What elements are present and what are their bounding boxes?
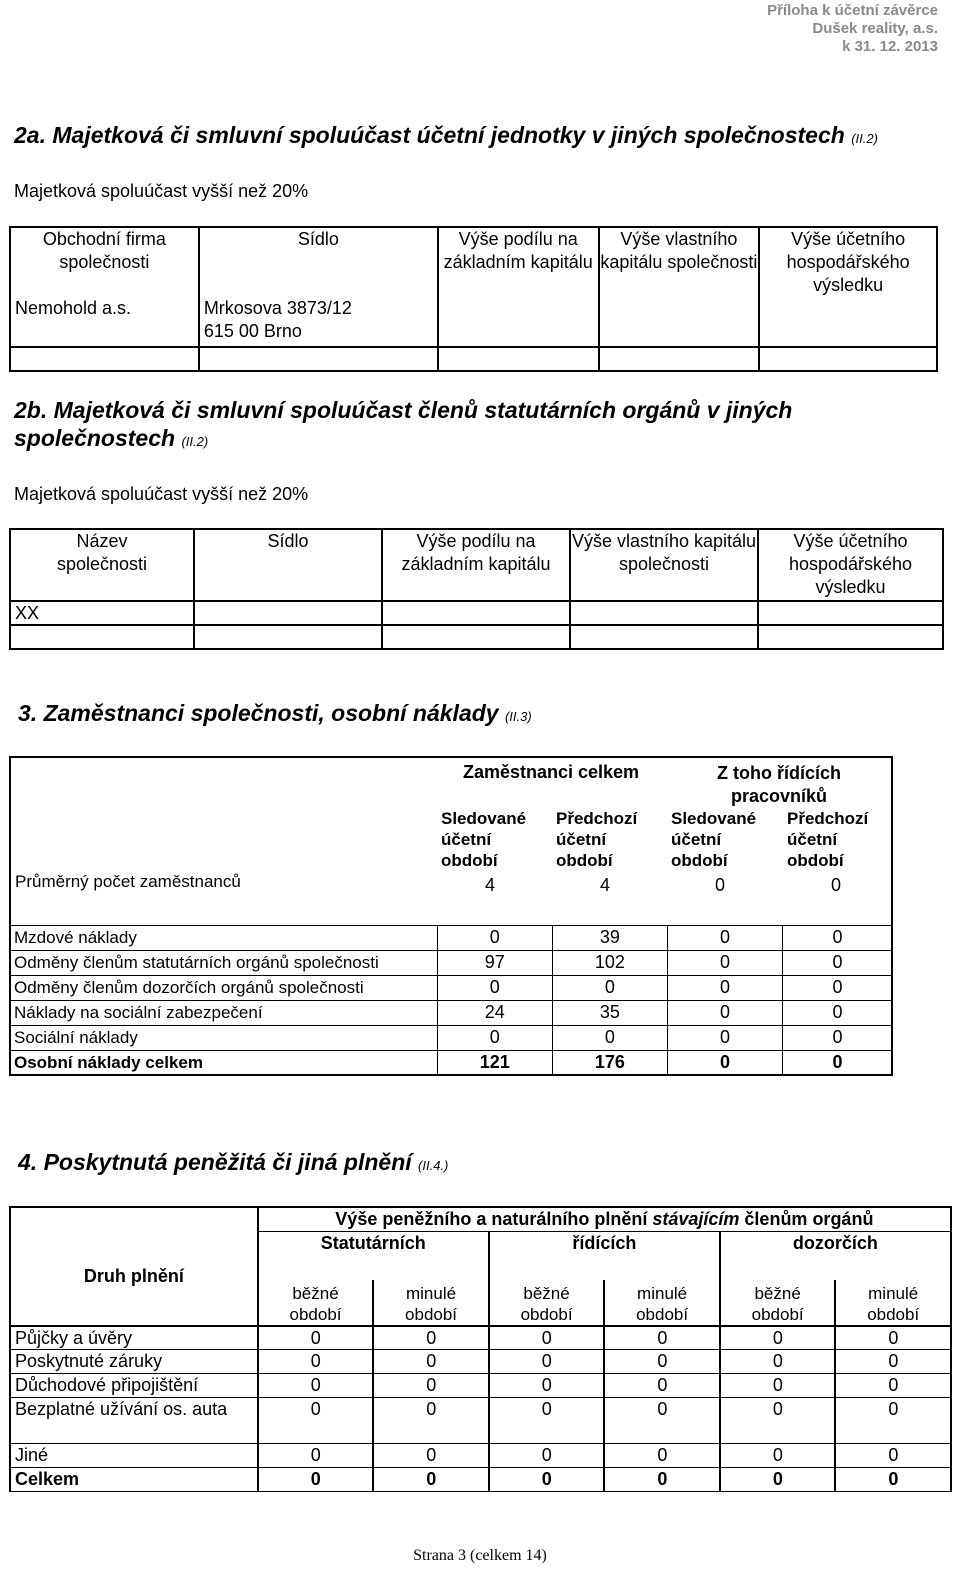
col-header: Výše účetního hospodářského výsledku <box>759 227 937 347</box>
section-2a-title-text: 2a. Majetková či smluvní spoluúčast účetní jednotky v jiných společnostech <box>14 122 845 148</box>
row-value: 0 <box>782 1001 892 1026</box>
period-previous <box>835 1280 951 1326</box>
section-3-title <box>18 699 532 731</box>
row-value: 0 <box>782 926 892 951</box>
col-header: Název společnosti <box>56 531 148 574</box>
row-value: 121 <box>437 1051 552 1076</box>
table-row <box>10 1374 951 1398</box>
header-line-1: Příloha k účetní závěrce <box>767 2 938 19</box>
row-value: 0 <box>489 1468 605 1492</box>
period-word-2: období <box>405 1304 458 1324</box>
row-value: 0 <box>604 1444 720 1468</box>
row-value: 35 <box>552 1001 667 1026</box>
row-value: 0 <box>668 951 783 976</box>
row-value: 0 <box>258 1468 374 1492</box>
row-value: 0 <box>258 1444 374 1468</box>
row-label: Půjčky a úvěry <box>10 1326 258 1350</box>
row-label: Osobní náklady celkem <box>10 1051 438 1076</box>
row-value: 0 <box>604 1398 720 1444</box>
table-row <box>10 926 893 951</box>
period-word-2: období <box>867 1304 920 1324</box>
empty-cell <box>599 347 760 371</box>
period-current <box>258 1280 374 1326</box>
row-label: Celkem <box>10 1468 258 1492</box>
section-2b-subtitle: Majetková spoluúčast vyšší než 20% <box>14 484 309 504</box>
row-value: 0 <box>604 1326 720 1350</box>
row-value: 0 <box>258 1374 374 1398</box>
row-label: Náklady na sociální zabezpečení <box>10 1001 438 1026</box>
period-word: minulé <box>868 1283 919 1303</box>
row-value: 39 <box>552 926 667 951</box>
empty-cell <box>758 625 943 649</box>
period-word: minulé <box>637 1283 688 1303</box>
row-value: 0 <box>720 1398 836 1444</box>
empty-cell <box>570 601 758 625</box>
seat-line-1: Mrkosova 3873/12 <box>203 298 352 318</box>
row-label: Sociální náklady <box>10 1026 438 1051</box>
group-supervisory: dozorčích <box>720 1232 951 1280</box>
col-header: Výše účetního hospodářského výsledku <box>758 529 943 601</box>
empty-cell <box>382 601 570 625</box>
subcol-header: Sledované účetní období <box>441 809 527 870</box>
period-word: běžné <box>754 1283 801 1303</box>
row-value: 0 <box>373 1444 489 1468</box>
row-value: 0 <box>782 1051 892 1076</box>
head-em: stávajícím <box>652 1209 740 1229</box>
row-value: 0 <box>604 1468 720 1492</box>
group-managers: Z toho řídících pracovníků <box>717 763 841 806</box>
table-row <box>10 1444 951 1468</box>
section-2b-title-line-2 <box>14 424 914 456</box>
row-value: 0 <box>720 1468 836 1492</box>
table-2b-row-label: XX <box>15 603 40 623</box>
row-value: 0 <box>668 976 783 1001</box>
row-value: 0 <box>437 1026 552 1051</box>
col-header <box>194 529 382 601</box>
row-value: 0 <box>668 1001 783 1026</box>
period-previous <box>604 1280 720 1326</box>
row-value: 0 <box>835 1398 951 1444</box>
row-label: Důchodové připojištění <box>10 1374 258 1398</box>
col-header: Výše vlastního kapitálu společnosti <box>599 227 760 347</box>
table-2b <box>9 528 944 650</box>
table-2a-seat <box>199 297 438 347</box>
col-header: Výše podílu na základním kapitálu <box>438 227 599 347</box>
table-2a <box>9 226 938 372</box>
avg-value: 0 <box>830 875 841 895</box>
row-value: 0 <box>668 1026 783 1051</box>
row-value: 0 <box>552 976 667 1001</box>
table-row <box>10 1326 951 1350</box>
subcol-header: Předchozí účetní období <box>787 809 869 870</box>
period-word-2: období <box>751 1304 804 1324</box>
row-value: 0 <box>258 1350 374 1374</box>
row-value: 102 <box>552 951 667 976</box>
row-value: 0 <box>437 976 552 1001</box>
row-value: 0 <box>552 1026 667 1051</box>
row-value: 0 <box>720 1374 836 1398</box>
empty-cell <box>194 601 382 625</box>
empty-cell <box>10 625 194 649</box>
row-value: 97 <box>437 951 552 976</box>
period-word-2: období <box>636 1304 689 1324</box>
avg-value: 4 <box>484 875 495 895</box>
table-3 <box>9 756 893 1076</box>
period-current <box>489 1280 605 1326</box>
row-header: Druh plnění <box>83 1265 184 1286</box>
table-row <box>10 951 893 976</box>
row-value: 0 <box>489 1350 605 1374</box>
row-value: 0 <box>373 1468 489 1492</box>
row-label: Poskytnuté záruky <box>10 1350 258 1374</box>
table-2a-firm: Nemohold a.s. <box>10 297 199 347</box>
row-label: Mzdové náklady <box>10 926 438 951</box>
table-row <box>10 1468 951 1492</box>
page-footer: Strana 3 (celkem 14) <box>413 1547 547 1564</box>
row-label: Odměny členům dozorčích orgánů společnosti <box>10 976 438 1001</box>
row-value: 0 <box>782 1026 892 1051</box>
row-value: 0 <box>835 1350 951 1374</box>
section-2a-title <box>14 121 878 153</box>
period-word: minulé <box>405 1283 457 1303</box>
seat-line-2: 615 00 Brno <box>203 321 302 341</box>
row-header-cell <box>10 1207 258 1326</box>
row-value: 0 <box>258 1398 374 1444</box>
row-value: 0 <box>835 1444 951 1468</box>
row-value: 0 <box>373 1398 489 1444</box>
row-value: 0 <box>720 1350 836 1374</box>
row-value: 0 <box>437 926 552 951</box>
avg-value: 4 <box>599 875 610 895</box>
empty-cell <box>438 347 599 371</box>
row-value: 0 <box>668 1051 783 1076</box>
row-value: 0 <box>489 1444 605 1468</box>
row-value: 0 <box>489 1326 605 1350</box>
col-header: Výše podílu na základním kapitálu <box>382 529 570 601</box>
table-row <box>10 1398 951 1444</box>
subcol-header: Sledované účetní období <box>671 809 757 870</box>
row-value: 0 <box>373 1374 489 1398</box>
group-statutory: Statutárních <box>258 1232 489 1280</box>
table-4 <box>9 1206 952 1492</box>
row-value: 0 <box>782 976 892 1001</box>
period-current <box>720 1280 836 1326</box>
avg-employees-label: Průměrný počet zaměstnanců <box>15 872 241 891</box>
row-value: 0 <box>668 926 783 951</box>
table-4-head <box>258 1207 951 1232</box>
table-row <box>10 1001 893 1026</box>
col-header-name <box>10 529 194 623</box>
empty-cell <box>570 625 758 649</box>
section-4-title-text: 4. Poskytnutá peněžitá či jiná plnění <box>18 1149 412 1175</box>
period-word: běžné <box>523 1283 570 1303</box>
row-value: 0 <box>604 1374 720 1398</box>
row-value: 24 <box>437 1001 552 1026</box>
section-2b-title <box>14 396 914 456</box>
period-word-2: období <box>520 1304 573 1324</box>
empty-cell <box>382 625 570 649</box>
col-header-text: Sídlo <box>267 531 309 551</box>
section-2b-title-line-2-text: společnostech <box>14 425 176 451</box>
section-3-title-text: 3. Zaměstnanci společnosti, osobní náklady <box>18 700 499 726</box>
table-row <box>10 1051 893 1076</box>
empty-cell <box>194 625 382 649</box>
section-3-ref: (II.3) <box>504 709 532 724</box>
row-value: 0 <box>373 1350 489 1374</box>
period-word: běžné <box>292 1283 339 1303</box>
section-2a-ref: (II.2) <box>851 131 878 146</box>
row-label: Jiné <box>10 1444 258 1468</box>
row-value: 0 <box>835 1468 951 1492</box>
head-post: členům orgánů <box>739 1209 874 1229</box>
row-value: 0 <box>835 1374 951 1398</box>
table-row <box>10 1350 951 1374</box>
empty-cell <box>10 347 199 371</box>
table-row <box>10 1026 893 1051</box>
section-2b-ref: (II.2) <box>181 434 209 449</box>
col-header: Výše vlastního kapitálu společnosti <box>570 529 758 601</box>
row-value: 0 <box>604 1350 720 1374</box>
row-value: 0 <box>258 1326 374 1350</box>
row-label: Odměny členům statutárních orgánů společnosti <box>10 951 438 976</box>
row-value: 0 <box>782 951 892 976</box>
row-value: 0 <box>373 1326 489 1350</box>
row-value: 0 <box>489 1374 605 1398</box>
avg-value: 0 <box>714 875 725 895</box>
row-value: 0 <box>720 1326 836 1350</box>
section-2b-title-line-1: 2b. Majetková či smluvní spoluúčast členů statutárních orgánů v jiných <box>14 397 793 423</box>
head-pre: Výše peněžního a naturálního plnění <box>335 1209 653 1229</box>
col-header: Obchodní firma společnosti <box>10 227 199 297</box>
row-value: 176 <box>552 1051 667 1076</box>
empty-cell <box>759 347 937 371</box>
section-4-title <box>18 1148 448 1180</box>
subcol-header: Předchozí účetní období <box>556 809 638 870</box>
table-row <box>10 976 893 1001</box>
section-4-ref: (II.4.) <box>418 1158 449 1173</box>
col-header: Sídlo <box>199 227 438 297</box>
row-value: 0 <box>835 1326 951 1350</box>
cost-rows <box>9 925 893 1076</box>
section-2a-subtitle: Majetková spoluúčast vyšší než 20% <box>14 181 309 201</box>
group-employees-total: Zaměstnanci celkem <box>462 762 640 782</box>
group-managing: řídících <box>489 1232 720 1280</box>
header-line-2: Dušek reality, a.s. <box>812 20 938 37</box>
header-line-3: k 31. 12. 2013 <box>842 38 938 55</box>
empty-cell <box>199 347 438 371</box>
period-previous <box>373 1280 489 1326</box>
empty-cell <box>758 601 943 625</box>
row-value: 0 <box>720 1444 836 1468</box>
document-header <box>767 2 938 56</box>
row-value: 0 <box>489 1398 605 1444</box>
period-word-2: období <box>289 1304 342 1324</box>
row-label: Bezplatné užívání os. auta <box>10 1398 258 1444</box>
